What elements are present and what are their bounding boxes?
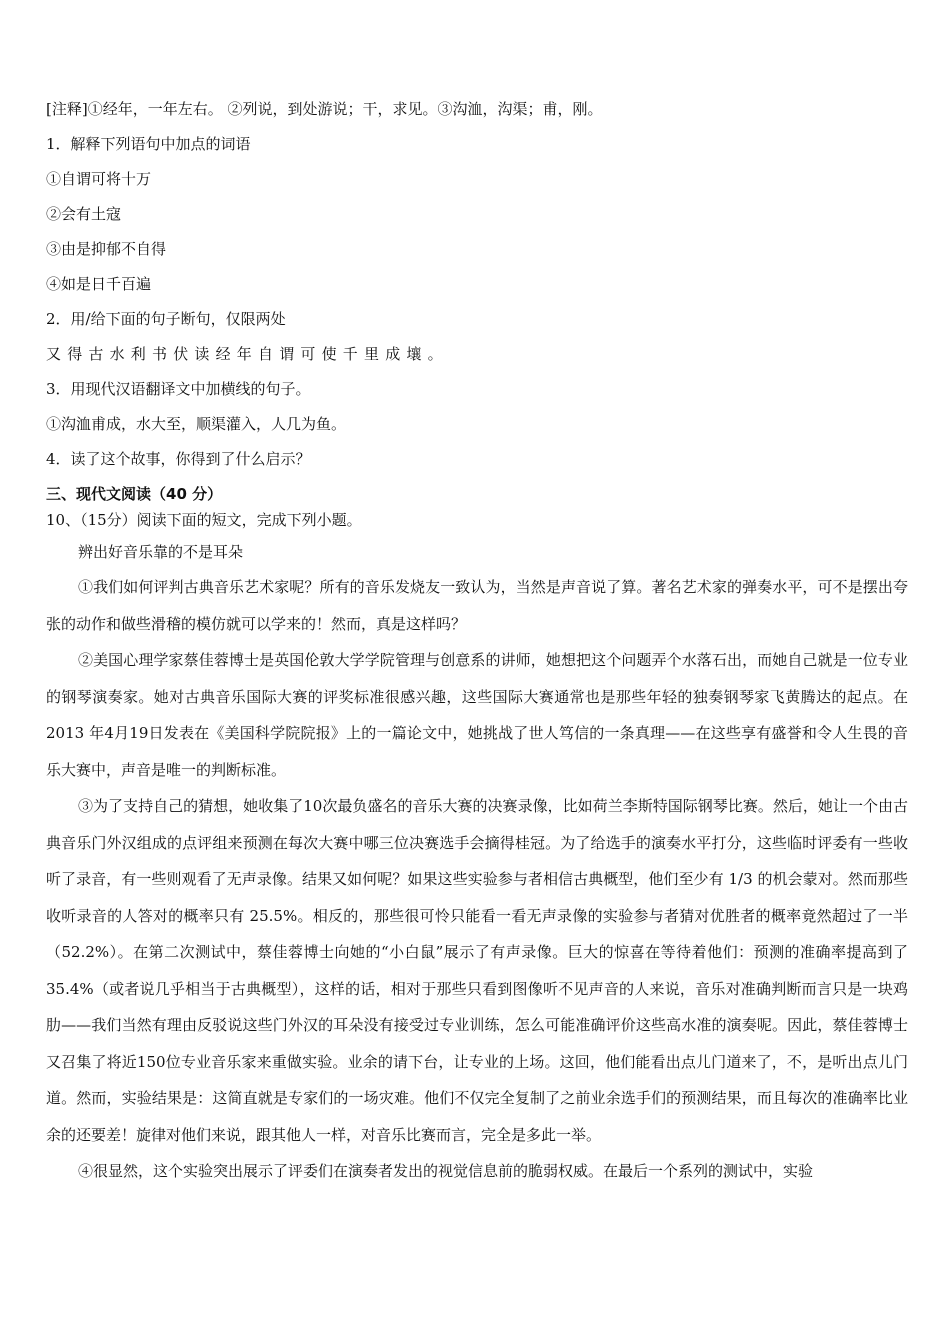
- article-paragraph: ①我们如何评判古典音乐艺术家呢？所有的音乐发烧友一致认为，当然是声音说了算。著名艺术家的弹奏水平，可不是摆出夸张的动作和做些滑稽的模仿就可以学来的！然而，真是这样吗？: [46, 578, 908, 633]
- question-2-prompt: 2．用/给下面的句子断句，仅限两处: [46, 310, 286, 328]
- question-1-item: ③由是抑郁不自得: [46, 240, 167, 258]
- question-4-prompt: 4．读了这个故事，你得到了什么启示？: [46, 450, 311, 468]
- question-1-item: ④如是日千百遍: [46, 275, 152, 293]
- section-heading: 三、现代文阅读（40 分）: [46, 485, 223, 503]
- question-10-prompt: 10、（15分）阅读下面的短文，完成下列小题。: [46, 511, 362, 529]
- article-title: 辨出好音乐靠的不是耳朵: [78, 543, 244, 561]
- document-page: [46, 92, 908, 1190]
- article-paragraph: ③为了支持自己的猜想，她收集了10次最负盛名的音乐大赛的决赛录像，比如荷兰李斯特国际钢琴比赛。然后，她让一个由古典音乐门外汉组成的点评组来预测在每次大赛中哪三位决赛选手会摘得桂冠。为了给选手的演奏水平打分，这些临时评委有一些收听了录音，有一些则观看了无声录像。结果又如何呢？如果这些实验参与者相信古典概型，他们至少有 1/3 的机会蒙对。然而那些收听录音的人答对的概率只有 25.5%。相反的，那些很可怜只能看一看无声录像的实验参与者猜对优胜者的概率竟然超过了一半（52.2%）。在第二次测试中，蔡佳蓉博士向她的“小白鼠”展示了有声录像。巨大的惊喜在等待着他们：预测的准确率提高到了35.4%（或者说几乎相当于古典概型），这样的话，相对于那些只看到图像听不见声音的人来说，音乐对准确判断而言只是一块鸡肋——我们当然有理由反驳说这些门外汉的耳朵没有接受过专业训练，怎么可能准确评价这些高水准的演奏呢。因此，蔡佳蓉博士又召集了将近150位专业音乐家来重做实验。业余的请下台，让专业的上场。这回，他们能看出点儿门道来了，不，是听出点儿门道。然而，实验结果是：这简直就是专家们的一场灾难。他们不仅完全复制了之前业余选手们的预测结果，而且每次的准确率比业余的还要差！旋律对他们来说，跟其他人一样，对音乐比赛而言，完全是多此一举。: [46, 797, 908, 1144]
- article-paragraph: ④很显然，这个实验突出展示了评委们在演奏者发出的视觉信息前的脆弱权威。在最后一个系列的测试中，实验: [78, 1162, 814, 1180]
- question-2-sentence: 又得古水利书伏读经年自谓可使千里成壤。: [46, 345, 449, 363]
- question-1-item: ①自谓可将十万: [46, 170, 152, 188]
- question-3-prompt: 3．用现代汉语翻译文中加横线的句子。: [46, 380, 311, 398]
- question-1-prompt: 1．解释下列语句中加点的词语: [46, 135, 251, 153]
- question-3-item: ①沟洫甫成，水大至，顺渠灌入，人几为鱼。: [46, 415, 347, 433]
- question-1-item: ②会有土寇: [46, 205, 122, 223]
- annotation-note: [注释]①经年，一年左右。 ②列说，到处游说；干，求见。③沟洫，沟渠；甫，刚。: [46, 100, 603, 118]
- article-paragraph: ②美国心理学家蔡佳蓉博士是英国伦敦大学学院管理与创意系的讲师，她想把这个问题弄个水落石出，而她自己就是一位专业的钢琴演奏家。她对古典音乐国际大赛的评奖标准很感兴趣，这些国际大赛通常也是那些年轻的独奏钢琴家飞黄腾达的起点。在2013 年4月19日发表在《美国科学院院报》上的一篇论文中，她挑战了世人笃信的一条真理——在这些享有盛誉和令人生畏的音乐大赛中，声音是唯一的判断标准。: [46, 651, 908, 779]
